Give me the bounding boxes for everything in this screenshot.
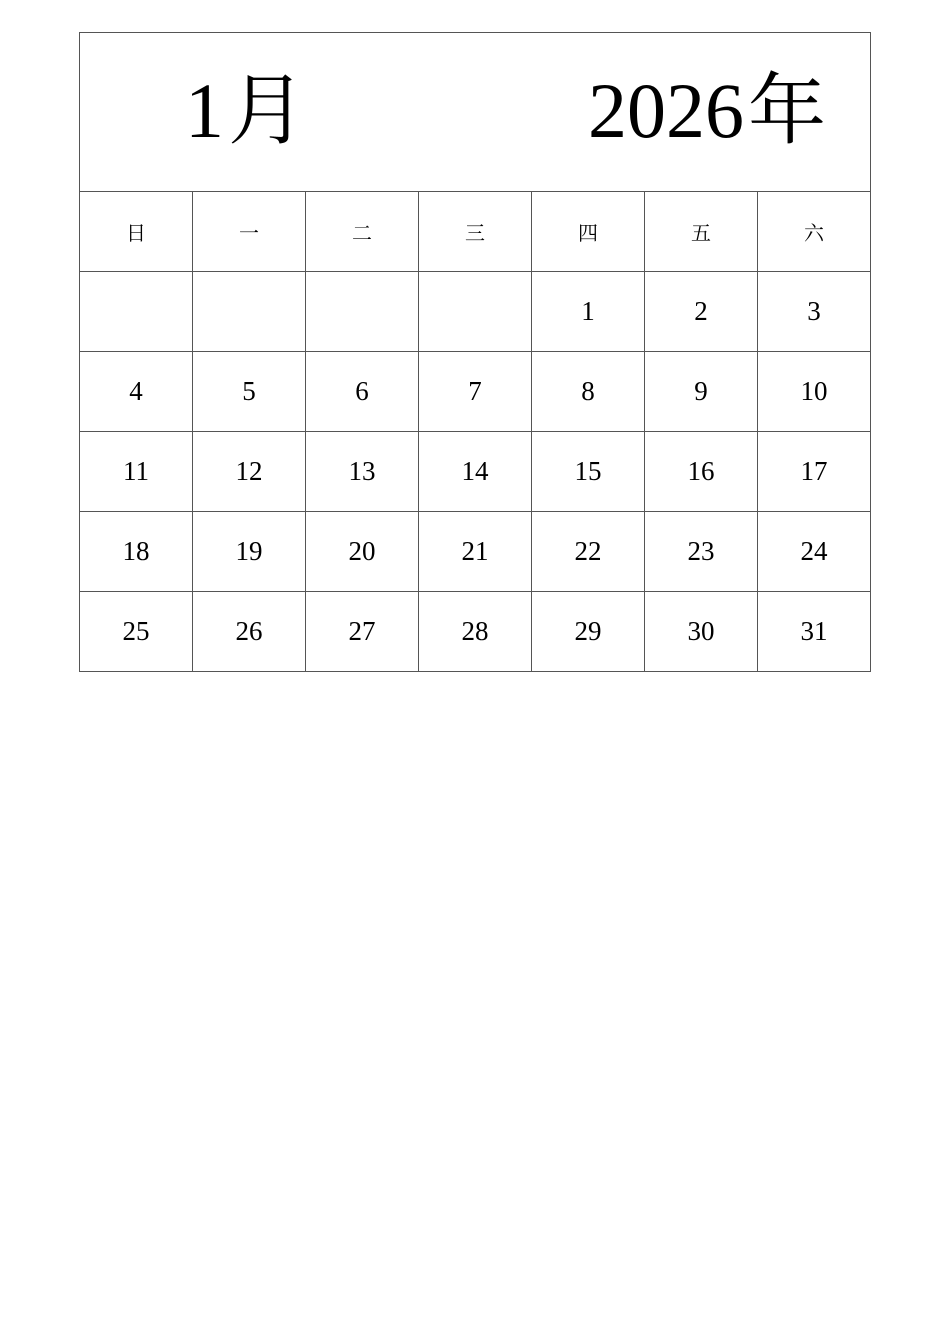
day-cell: 25 [80,592,193,672]
day-cell: 9 [645,352,758,432]
weekday-tuesday: 二 [306,192,419,272]
day-cell: 30 [645,592,758,672]
week-row-4 [80,512,871,592]
day-cell: 4 [80,352,193,432]
day-cell: 6 [306,352,419,432]
day-cell: 14 [419,432,532,512]
year-number: 2026 [587,67,744,154]
day-cell: 16 [645,432,758,512]
week-row-3 [80,432,871,512]
weekday-friday: 五 [645,192,758,272]
day-cell: 23 [645,512,758,592]
day-cell [193,272,306,352]
day-cell [306,272,419,352]
weekday-wednesday: 三 [419,192,532,272]
calendar-header-row [80,33,871,192]
day-cell: 1 [532,272,645,352]
calendar-title-cell [80,33,871,192]
day-cell [419,272,532,352]
day-cell: 8 [532,352,645,432]
day-cell: 18 [80,512,193,592]
day-cell: 7 [419,352,532,432]
day-cell: 2 [645,272,758,352]
day-cell: 15 [532,432,645,512]
day-cell: 19 [193,512,306,592]
year-title [587,66,826,156]
weekday-thursday: 四 [532,192,645,272]
day-cell: 10 [758,352,871,432]
day-cell: 27 [306,592,419,672]
day-cell: 28 [419,592,532,672]
day-cell: 3 [758,272,871,352]
day-cell: 5 [193,352,306,432]
day-cell [80,272,193,352]
week-row-5 [80,592,871,672]
day-cell: 17 [758,432,871,512]
month-title [185,66,307,156]
day-cell: 21 [419,512,532,592]
weekday-header-row [80,192,871,272]
month-calendar [79,32,871,672]
week-row-2 [80,352,871,432]
week-row-1 [80,272,871,352]
month-number: 1 [185,67,224,154]
weekday-saturday: 六 [758,192,871,272]
weekday-monday: 一 [193,192,306,272]
day-cell: 11 [80,432,193,512]
year-suffix: 年 [747,66,826,156]
day-cell: 22 [532,512,645,592]
weekday-sunday: 日 [80,192,193,272]
day-cell: 24 [758,512,871,592]
month-suffix: 月 [228,66,307,156]
day-cell: 29 [532,592,645,672]
day-cell: 12 [193,432,306,512]
day-cell: 13 [306,432,419,512]
day-cell: 20 [306,512,419,592]
day-cell: 26 [193,592,306,672]
day-cell: 31 [758,592,871,672]
